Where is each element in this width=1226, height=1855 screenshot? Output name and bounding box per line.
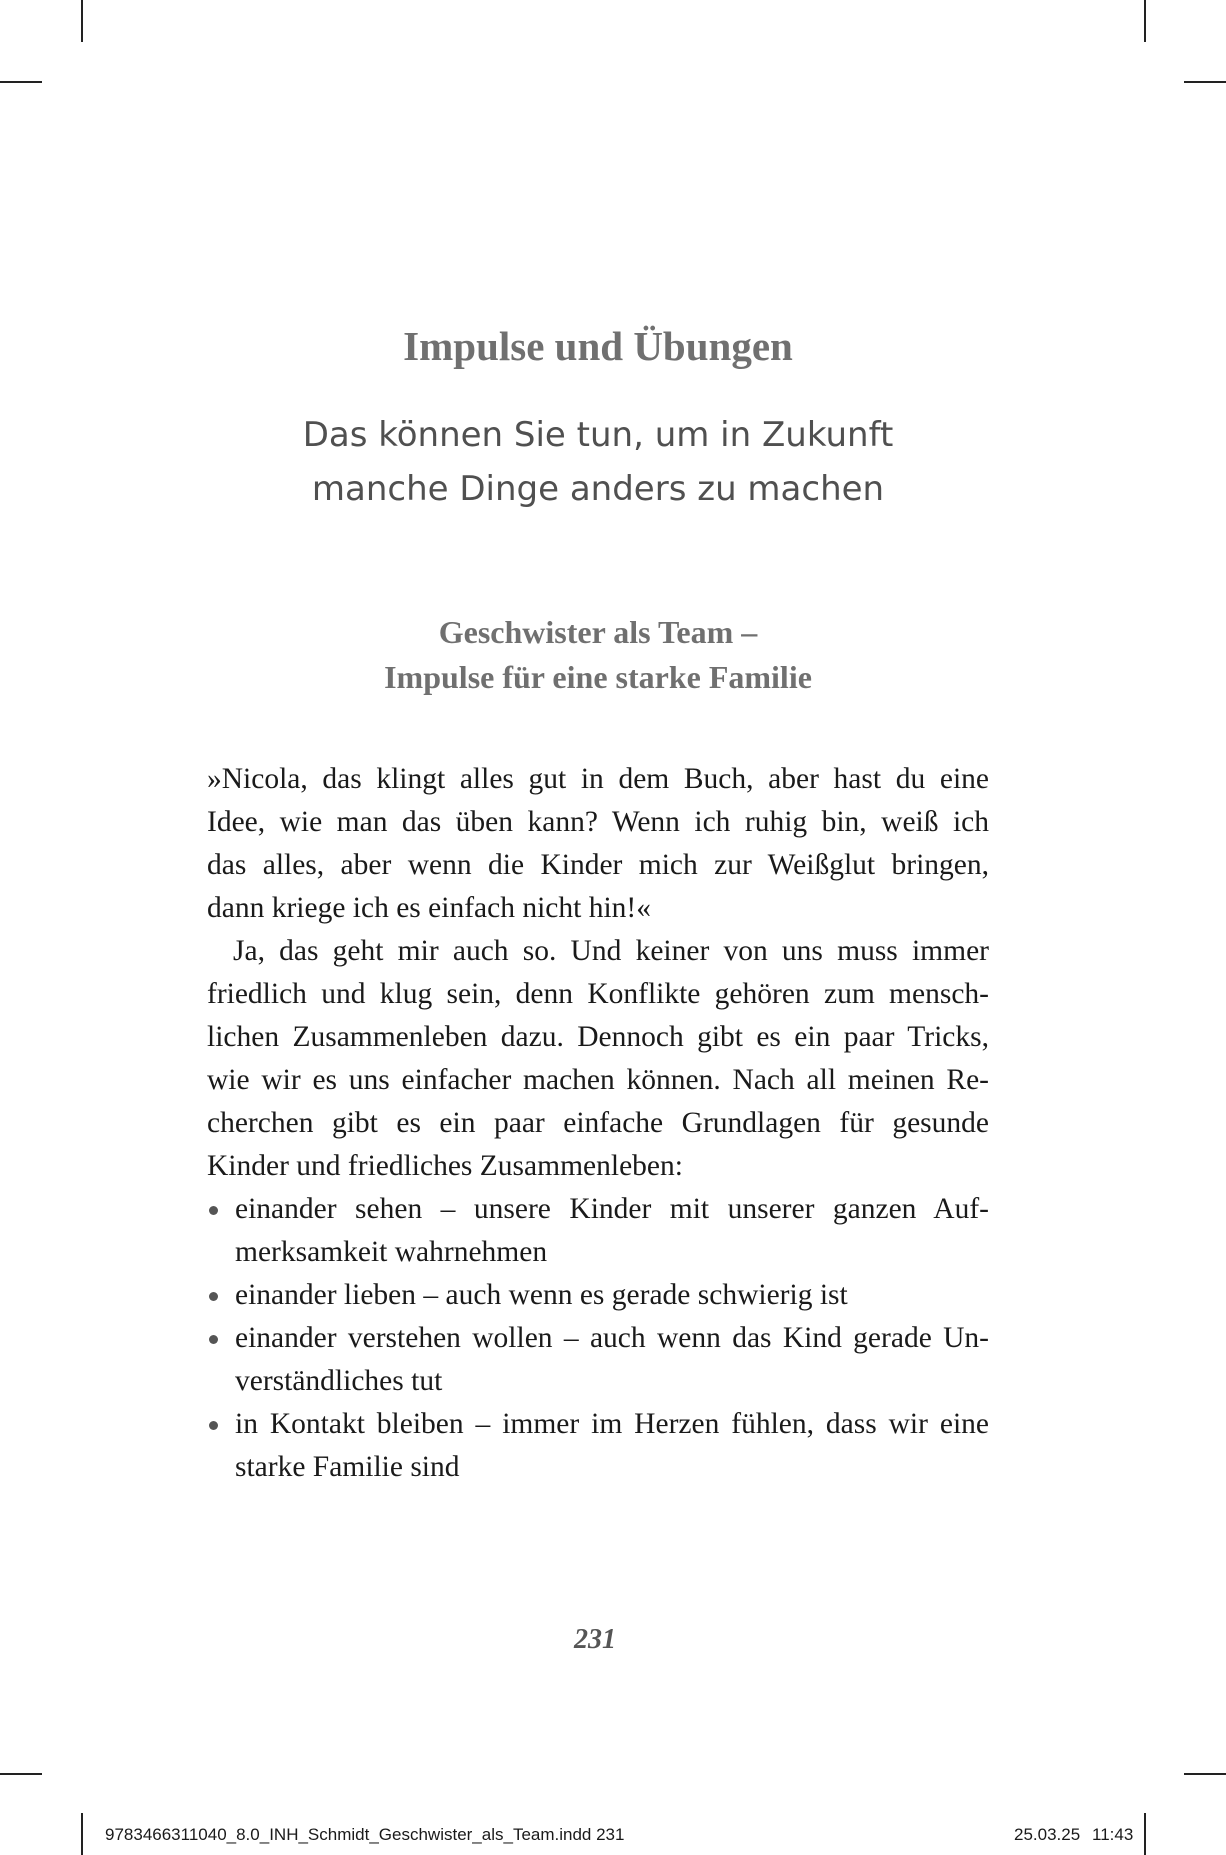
text-line: einander lieben – auch wenn es gerade schwierig ist [235, 1279, 848, 1311]
text-line: merksamkeit wahrnehmen [235, 1236, 548, 1268]
text-line: in Kontakt bleiben – immer im Herzen fühlen, dass wir eine [235, 1408, 989, 1440]
crop-mark-top-left [81, 0, 83, 42]
section-heading-line: Geschwister als Team – [438, 614, 758, 650]
text-line: wie wir es uns einfacher machen können. Nach all meinen Re- [207, 1064, 989, 1096]
body-text [207, 758, 989, 1489]
text-line: cherchen gibt es ein paar einfache Grundlagen für gesunde [207, 1107, 989, 1139]
text-line: Idee, wie man das üben kann? Wenn ich ruhig bin, weiß ich [207, 806, 989, 838]
text-line: lichen Zusammenleben dazu. Dennoch gibt es ein paar Tricks, [207, 1021, 989, 1053]
bullet-list [207, 1188, 989, 1489]
subtitle-line: Das können Sie tun, um in Zukunft [302, 415, 894, 455]
bullet-icon [209, 1421, 218, 1430]
paragraph-quote [207, 758, 989, 930]
text-line: Kinder und friedliches Zusammenleben: [207, 1150, 683, 1182]
text-line: dann kriege ich es einfach nicht hin!« [207, 892, 651, 924]
text-line: das alles, aber wenn die Kinder mich zur Weißglut bringen, [207, 849, 989, 881]
crop-mark-top-right [1144, 0, 1146, 42]
paragraph-response [207, 930, 989, 1188]
chapter-subtitle [0, 408, 1196, 516]
crop-mark-left-top [0, 81, 42, 83]
crop-mark-right-bottom [1184, 1773, 1226, 1775]
text-line: starke Familie sind [235, 1451, 460, 1483]
crop-mark-left-bottom [0, 1773, 42, 1775]
subtitle-line: manche Dinge anders zu machen [311, 469, 885, 509]
footer-date: 25.03.25 [1014, 1825, 1081, 1844]
bullet-icon [209, 1292, 218, 1301]
text-line: einander verstehen wollen – auch wenn das Kind gerade Un- [235, 1322, 989, 1354]
section-heading [0, 610, 1196, 700]
bullet-icon [209, 1335, 218, 1344]
chapter-title: Impulse und Übungen [403, 323, 793, 369]
text-line: Ja, das geht mir auch so. Und keiner von uns muss immer [233, 935, 989, 967]
crop-mark-right-top [1184, 81, 1226, 83]
text-line: einander sehen – unsere Kinder mit unserer ganzen Auf- [235, 1193, 989, 1225]
bullet-icon [209, 1206, 218, 1215]
crop-mark-bottom-right [1144, 1813, 1146, 1855]
list-item [207, 1317, 989, 1403]
section-heading-line: Impulse für eine starke Familie [384, 659, 812, 695]
text-line: »Nicola, das klingt alles gut in dem Buch, aber hast du eine [207, 763, 989, 795]
list-item [207, 1274, 989, 1317]
list-item [207, 1403, 989, 1489]
crop-mark-bottom-left [81, 1813, 83, 1855]
text-line: verständliches tut [235, 1365, 443, 1397]
page-number: 231 [574, 1624, 616, 1655]
footer-filename: 9783466311040_8.0_INH_Schmidt_Geschwister_als_Team.indd 231 [105, 1825, 625, 1844]
footer-time: 11:43 [1092, 1825, 1134, 1844]
list-item [207, 1188, 989, 1274]
text-line: friedlich und klug sein, denn Konflikte gehören zum mensch- [207, 978, 989, 1010]
